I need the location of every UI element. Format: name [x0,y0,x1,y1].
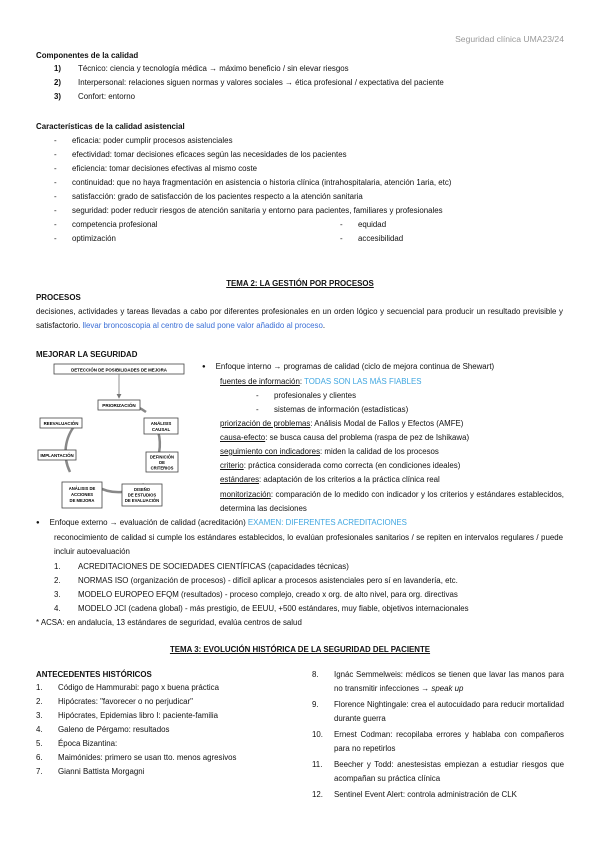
diagram-label: CRITERIOS [150,465,174,471]
diagram-label: ACCIONES [70,492,94,497]
list-item: - competencia profesional - equidad [54,220,387,229]
procesos-title: PROCESOS [36,293,81,302]
interno-item: criterio: práctica considerada como correcta (en condiciones ideales) [220,461,461,470]
quality-cycle-diagram [36,362,186,512]
list-item: 7. Gianni Battista Morgagni [36,767,145,776]
list-item: 3. Hipócrates, Epidemias libro I: paciente-familia [36,711,219,720]
list-item: - sistemas de información (estadísticas) [256,405,409,414]
antecedentes-title: ANTECEDENTES HISTÓRICOS [36,670,152,679]
diagram-label-reevaluacion: REEVALUACIÓN [43,421,79,426]
list-item: - optimización - accesibilidad [54,234,404,243]
list-item: - eficacia: poder cumplir procesos asistenciales [54,136,233,145]
diagram-top-label: DETECCIÓN DE POSIBILIDADES DE MEJORA [71,367,167,373]
list-item: 2. Hipócrates: "favorecer o no perjudicar" [36,697,193,706]
list-item: 2. NORMAS ISO (organización de procesos) - difícil aplicar a procesos asistenciales pero sí en lavandería, etc. [54,576,458,585]
acsa-note: * ACSA: en andalucía, 13 estándares de seguridad, evalúa centros de salud [36,618,302,627]
diagram-label: CAUSAL [151,427,171,432]
list-item: 1. Código de Hammurabi: pago x buena práctica [36,683,219,692]
fuentes-line: fuentes de información: TODAS SON LAS MÁS FIABLES [220,377,422,386]
mejorar-title: MEJORAR LA SEGURIDAD [36,350,138,359]
list-item: 12. Sentinel Event Alert: controla administración de CLK [312,790,517,799]
list-item: - seguridad: poder reducir riesgos de atención sanitaria y entorno para pacientes, familiares y profesionales [54,206,443,215]
enfoque-externo [36,517,563,628]
list-item: - profesionales y clientes [256,391,357,400]
list-item: 8. Ignác Semmelweis: médicos se tienen que lavar las manos para no transmitir infecciones → speak up [312,670,564,693]
diagram-label: DISEÑO [133,487,151,492]
characteristics-title: Características de la calidad asistencial [36,122,185,131]
diagram-label: DE MEJORA [69,498,95,503]
diagram-label: DE [159,460,165,465]
list-item: 6. Maimónides: primero se usan tto. menos agresivos [36,753,237,762]
list-item: 2) Interpersonal: relaciones siguen normas y valores sociales → ética profesional / expectativa del paciente [54,78,444,87]
interno-lead: ● Enfoque interno → programas de calidad (ciclo de mejora continua de Shewart) [202,362,495,371]
list-item: 3) Confort: entorno [54,92,136,101]
quality-list [54,63,444,102]
diagram-label: ANÁLISIS DE [68,486,96,491]
characteristics-list [54,135,451,247]
externo-text: reconocimiento de calidad si cumple los estándares establecidos, lo evalúan profesionales sanitarios / se repiten en intervalos regulares / puede incluir autoevaluación [54,533,563,556]
diagram-label-priorizacion: PRIORIZACIÓN [102,403,136,408]
list-item: 1) Técnico: ciencia y tecnología médica → máximo beneficio / sin elevar riesgos [54,64,349,73]
list-item: 9. Florence Nightingale: crea el autocuidado para reducir mortalidad durante guerra [312,700,564,723]
antecedentes-right [312,668,564,802]
monitorizacion: monitorización: comparación de lo medido con indicador y los criterios y estándares establecidos, determina las decisiones [220,490,564,513]
tema3-title: TEMA 3: EVOLUCIÓN HISTÓRICA DE LA SEGURIDAD DEL PACIENTE [169,645,431,654]
acreditaciones-list [54,561,563,617]
list-item: - efectividad: tomar decisiones eficaces según las necesidades de los pacientes [54,150,347,159]
interno-item: priorización de problemas: Análisis Modal de Fallos y Efectos (AMFE) [220,419,464,428]
enfoque-interno [202,361,564,516]
diagram-label: DEFINICIÓN [149,454,175,460]
interno-item: causa-efecto: se busca causa del problema (raspa de pez de Ishikawa) [220,433,470,442]
list-item: 10. Ernest Codman: recopilaba errores y hablaba con compañeros para no repetirlos [312,730,564,753]
list-item: 11. Beecher y Todd: anestesistas empiezan a estudiar riesgos que acompañan su práctica clínica [312,760,564,783]
interno-item: seguimiento con indicadores: miden la calidad de los procesos [220,447,439,456]
list-item: 3. MODELO EUROPEO EFQM (resultados) - proceso complejo, creado x org. de alto nivel, para org. directivas [54,590,458,599]
diagram-label: ANÁLISIS [150,421,172,426]
interno-item: estándares: adaptación de los criterios a la práctica clínica real [220,475,440,484]
diagram-label-implantacion: IMPLANTACIÓN [40,453,74,458]
list-item: - eficiencia: tomar decisiones efectivas al mismo coste [54,164,258,173]
list-item: 4. MODELO JCI (cadena global) - más prestigio, de EEUU, +500 estándares, muy fiable, objetivos internacionales [54,604,469,613]
quality-title: Componentes de la calidad [36,51,139,60]
antecedentes-left [36,682,296,780]
diagram-label: DE EVALUACIÓN [124,498,160,503]
diagram-label: DE ESTUDIOS [127,492,157,498]
procesos-text: decisiones, actividades y tareas llevadas a cabo por diferentes profesionales en un orden lógico y secuencial para producir un resultado previsible y satisfactorio. llevar broncoscopia al centro de salud pone valor añadido al proceso. [36,307,563,330]
list-item: 1. ACREDITACIONES DE SOCIEDADES CIENTÍFICAS (capacidades técnicas) [54,562,349,571]
tema2-title: TEMA 2: LA GESTIÓN POR PROCESOS [226,279,374,288]
list-item: 4. Galeno de Pérgamo: resultados [36,725,170,734]
list-item: - satisfacción: grado de satisfacción de los pacientes respecto a la atención sanitaria [54,192,363,201]
page-header: Seguridad clínica UMA23/24 [455,34,564,44]
externo-lead: ● Enfoque externo → evaluación de calidad (acreditación) EXAMEN: DIFERENTES ACREDITACIONES [36,518,407,527]
list-item: - continuidad: que no haya fragmentación en asistencia o historia clínica (intrahospitalaria, atención 1aria, etc) [54,178,452,187]
list-item: 5. Época Bizantina: [36,739,118,748]
